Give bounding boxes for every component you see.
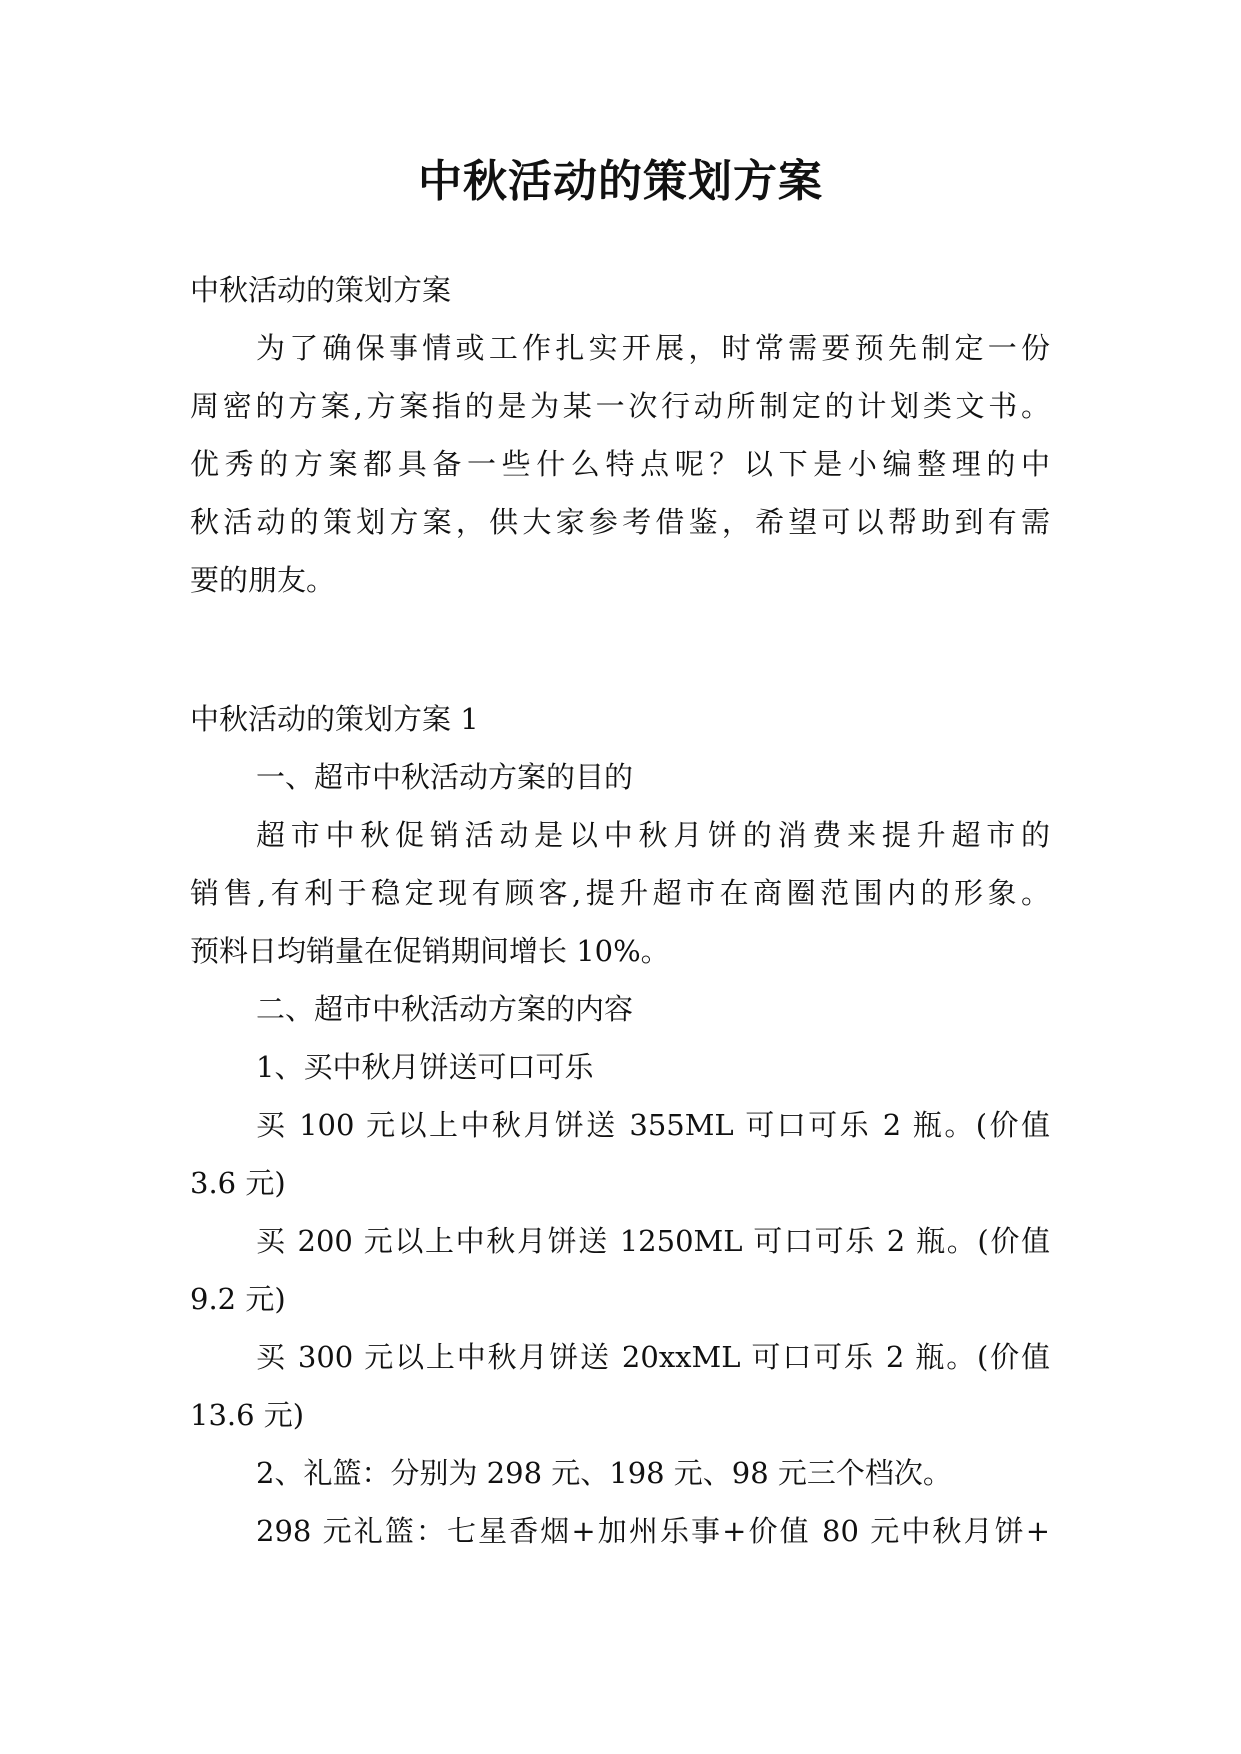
item1-title: 1、买中秋月饼送可口可乐 <box>256 1050 594 1084</box>
plan1-block <box>190 690 1050 1560</box>
section1-title: 一、超市中秋活动方案的目的 <box>256 760 634 794</box>
offer-line: 13.6 元) <box>190 1398 305 1432</box>
offer-line: 买 200 元以上中秋月饼送 1250ML 可口可乐 2 瓶。(价值 <box>256 1224 1050 1258</box>
intro-heading: 中秋活动的策划方案 <box>190 273 452 307</box>
intro-line: 周密的方案,方案指的是为某一次行动所制定的计划类文书。 <box>190 389 1050 423</box>
section2-title: 二、超市中秋活动方案的内容 <box>256 992 634 1026</box>
plan1-heading: 中秋活动的策划方案 1 <box>190 702 479 736</box>
section1-line: 超市中秋促销活动是以中秋月饼的消费来提升超市的 <box>256 818 1050 852</box>
intro-line: 优秀的方案都具备一些什么特点呢？以下是小编整理的中 <box>190 447 1050 481</box>
intro-line: 要的朋友。 <box>190 563 336 597</box>
intro-line: 为了确保事情或工作扎实开展，时常需要预先制定一份 <box>256 331 1050 365</box>
offer-line: 9.2 元) <box>190 1282 286 1316</box>
offer-line: 买 300 元以上中秋月饼送 20xxML 可口可乐 2 瓶。(价值 <box>256 1340 1050 1374</box>
intro-block <box>190 261 1050 609</box>
offer-line: 3.6 元) <box>190 1166 286 1200</box>
basket-298-line: 298 元礼篮：七星香烟+加州乐事+价值 80 元中秋月饼+ <box>256 1514 1050 1548</box>
offer-line: 买 100 元以上中秋月饼送 355ML 可口可乐 2 瓶。(价值 <box>256 1108 1050 1142</box>
item2-title: 2、礼篮：分别为 298 元、198 元、98 元三个档次。 <box>256 1456 952 1490</box>
intro-line: 秋活动的策划方案，供大家参考借鉴，希望可以帮助到有需 <box>190 505 1050 539</box>
section1-line: 销售,有利于稳定现有顾客,提升超市在商圈范围内的形象。 <box>190 876 1050 910</box>
document-title: 中秋活动的策划方案 <box>418 156 823 207</box>
section1-line: 预料日均销量在促销期间增长 10%。 <box>190 934 670 968</box>
